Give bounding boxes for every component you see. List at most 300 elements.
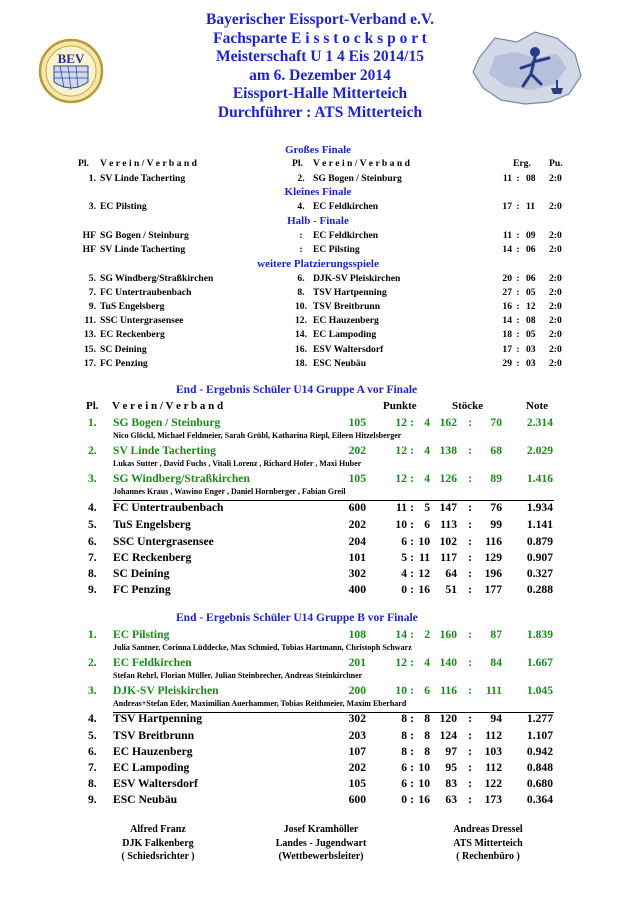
- final-row-pl: 7.: [88, 286, 96, 298]
- result-row-pts-lost: 4: [424, 416, 430, 429]
- result-row-stock-against: 196: [484, 567, 502, 580]
- result-row-players: Johannes Kraus , Wawino Enger , Daniel Hornberger , Fabian Greil: [113, 487, 346, 496]
- result-row-colon-2: :: [468, 628, 472, 641]
- result-row-pts-won: 10: [395, 684, 407, 697]
- final-row-team2: DJK-SV Pleiskirchen: [313, 272, 401, 284]
- final-row-pl2: 8.: [297, 286, 305, 298]
- col-pl: Pl.: [86, 400, 99, 412]
- final-row-erg2: 08: [526, 173, 536, 184]
- result-row-stock-for: 64: [445, 567, 457, 580]
- final-row-erg2: 12: [526, 300, 536, 312]
- result-row-code: 600: [348, 793, 366, 806]
- result-row-stock-against: 68: [490, 444, 502, 457]
- result-row-colon-2: :: [468, 518, 472, 531]
- result-row-note: 0.848: [526, 761, 553, 774]
- col-verein2: V e r e i n / V e r b a n d: [313, 158, 410, 169]
- result-row-stock-for: 102: [439, 535, 457, 548]
- result-row-pts-won: 14: [395, 628, 407, 641]
- final-row-pu: 2:0: [549, 272, 562, 284]
- final-row-pl: 5.: [88, 272, 96, 284]
- result-row-code: 105: [348, 416, 366, 429]
- final-row-pu: 2:0: [549, 300, 562, 312]
- col-erg: Erg.: [513, 158, 531, 169]
- result-row-stock-for: 95: [445, 761, 457, 774]
- result-row-note: 2.029: [526, 444, 553, 457]
- result-row-stock-for: 116: [440, 684, 457, 697]
- result-row-colon-1: :: [410, 729, 414, 742]
- result-row-stock-against: 112: [485, 729, 502, 742]
- col-verein: V e r e i n / V e r b a n d: [112, 400, 224, 412]
- result-row-team: TSV Hartpenning: [113, 712, 203, 725]
- final-row-team1: EC Pilsting: [100, 200, 147, 212]
- result-row-stock-for: 147: [439, 501, 457, 514]
- result-row-pl: 9.: [88, 793, 97, 806]
- result-row-colon-2: :: [468, 583, 472, 596]
- result-row-note: 0.942: [526, 745, 553, 758]
- result-row-stock-against: 103: [484, 745, 502, 758]
- result-row-colon-1: :: [410, 793, 414, 806]
- final-row-colon: :: [516, 200, 520, 212]
- result-row-note: 0.364: [526, 793, 553, 806]
- result-row-team: EC Pilsting: [113, 628, 170, 641]
- final-row-pl2: 12.: [295, 315, 307, 327]
- result-row-stock-for: 117: [440, 551, 457, 564]
- final-row-team1: EC Reckenberg: [100, 329, 165, 341]
- final-row-erg1: 27: [502, 286, 512, 298]
- final-row-pu: 2:0: [549, 173, 562, 184]
- result-row-pts-won: 12: [395, 656, 407, 669]
- final-row-team2: EC Feldkirchen: [313, 229, 379, 241]
- final-row-pl2: 16.: [295, 343, 307, 355]
- signature-club: DJK Falkenberg: [122, 837, 194, 849]
- final-row-erg1: 20: [502, 272, 512, 284]
- result-row-stock-for: 120: [439, 712, 457, 725]
- final-row-team2: TSV Hartpenning: [313, 286, 387, 298]
- signature-name: Andreas Dressel: [453, 824, 523, 835]
- result-row-pl: 1.: [88, 628, 97, 641]
- result-row-colon-1: :: [410, 656, 414, 669]
- final-row-erg1: 18: [502, 329, 512, 341]
- col-pu: Pu.: [549, 158, 563, 169]
- final-heading: Halb - Finale: [287, 215, 349, 227]
- final-row-pl2: 10.: [295, 300, 307, 312]
- result-row-pts-lost: 16: [418, 583, 430, 596]
- signature-role: ( Schiedsrichter ): [121, 851, 195, 862]
- result-row-code: 600: [348, 501, 366, 514]
- final-row-team2: TSV Breitbrunn: [313, 300, 381, 312]
- final-row-team1: SG Windberg/Straßkirchen: [100, 272, 214, 284]
- result-row-team: TSV Breitbrunn: [113, 729, 195, 742]
- result-row-code: 107: [348, 745, 366, 758]
- final-row-pu: 2:0: [549, 229, 562, 241]
- signature-name: Josef Kramhöller: [283, 824, 359, 835]
- result-row-note: 0.327: [526, 567, 553, 580]
- result-row-team: EC Hauzenberg: [113, 745, 193, 758]
- result-row-code: 204: [348, 535, 366, 548]
- result-row-team: ESV Waltersdorf: [113, 777, 198, 790]
- result-row-colon-2: :: [468, 777, 472, 790]
- result-row-team: SC Deining: [113, 567, 170, 580]
- result-row-stock-for: 160: [439, 628, 457, 641]
- title-line-1: Bayerischer Eissport-Verband e.V.: [206, 11, 434, 28]
- group-heading: End - Ergebnis Schüler U14 Gruppe A vor Finale: [176, 384, 418, 396]
- result-row-pl: 3.: [88, 684, 97, 697]
- result-row-colon-2: :: [468, 444, 472, 457]
- result-row-pts-lost: 10: [418, 535, 430, 548]
- final-row-erg2: 03: [526, 343, 536, 355]
- result-row-note: 1.934: [526, 501, 553, 514]
- final-row-team1: SSC Untergrasensee: [100, 315, 184, 327]
- signature-role: (Wettbewerbsleiter): [278, 851, 364, 862]
- result-row-pts-won: 8: [401, 745, 407, 758]
- title-line-4: am 6. Dezember 2014: [249, 66, 391, 84]
- final-row-erg2: 11: [526, 200, 536, 212]
- result-row-team: EC Feldkirchen: [113, 656, 192, 669]
- result-row-pts-lost: 5: [424, 501, 430, 514]
- title-line-5: Eissport-Halle Mitterteich: [232, 85, 408, 103]
- result-row-colon-1: :: [410, 472, 414, 485]
- result-row-team: SG Windberg/Straßkirchen: [113, 472, 250, 485]
- final-row-colon: :: [516, 173, 520, 184]
- result-row-pts-won: 6: [401, 761, 407, 774]
- final-heading: weitere Platzierungsspiele: [257, 258, 379, 270]
- final-row-pl: 15.: [84, 343, 96, 355]
- result-row-stock-against: 116: [485, 535, 502, 548]
- final-row-pu: 2:0: [549, 243, 562, 255]
- final-row-team2: EC Lampoding: [313, 329, 377, 341]
- result-row-pts-lost: 2: [424, 628, 430, 641]
- final-row-erg1: 11: [502, 229, 512, 241]
- result-row-note: 1.277: [526, 712, 553, 725]
- title-line-3: Meisterschaft U 1 4 Eis 2014/15: [216, 48, 424, 66]
- final-row-team1: SV Linde Tacherting: [100, 243, 186, 255]
- result-row-team: SV Linde Tacherting: [113, 444, 216, 457]
- result-row-code: 202: [348, 518, 366, 531]
- result-row-code: 200: [348, 684, 366, 697]
- result-row-colon-2: :: [468, 535, 472, 548]
- final-row-team1: FC Penzing: [100, 357, 148, 369]
- result-row-pl: 7.: [88, 551, 97, 564]
- result-row-stock-against: 84: [490, 656, 502, 669]
- result-row-players: Julia Santner, Corinna Lüddecke, Max Schmied, Tobias Hartmann, Christoph Schwarz: [113, 643, 412, 652]
- result-row-team: TuS Engelsberg: [113, 518, 191, 531]
- final-row-erg2: 06: [526, 243, 536, 255]
- result-row-code: 108: [348, 628, 366, 641]
- result-row-note: 2.314: [526, 416, 553, 429]
- result-row-colon-2: :: [468, 761, 472, 774]
- result-row-stock-for: 162: [439, 416, 457, 429]
- result-row-team: ESC Neubäu: [113, 793, 178, 806]
- result-row-code: 105: [348, 777, 366, 790]
- result-row-stock-against: 89: [490, 472, 502, 485]
- result-row-team: SSC Untergrasensee: [113, 535, 214, 548]
- result-row-pts-won: 4: [401, 567, 407, 580]
- result-row-pts-won: 11: [396, 501, 407, 514]
- result-row-pl: 7.: [88, 761, 97, 774]
- col-punkte: Punkte: [383, 400, 417, 412]
- final-row-colon: :: [516, 357, 520, 369]
- result-row-pts-lost: 4: [424, 444, 430, 457]
- result-row-pts-won: 6: [401, 777, 407, 790]
- result-row-players: Stefan Rehrl, Florian Müller, Julian Steinbrecher, Andreas Steinkirchner: [113, 671, 363, 680]
- result-row-colon-2: :: [468, 729, 472, 742]
- result-row-colon-1: :: [410, 551, 414, 564]
- result-row-pl: 2.: [88, 444, 97, 457]
- final-row-erg2: 09: [526, 229, 536, 241]
- final-row-colon: :: [516, 229, 520, 241]
- result-row-stock-for: 51: [445, 583, 457, 596]
- result-row-pl: 8.: [88, 777, 97, 790]
- result-row-colon-1: :: [410, 583, 414, 596]
- final-row-erg1: 16: [502, 300, 512, 312]
- result-row-stock-against: 99: [490, 518, 502, 531]
- result-row-code: 201: [348, 656, 366, 669]
- final-heading: Großes Finale: [284, 144, 352, 156]
- result-row-colon-2: :: [468, 416, 472, 429]
- signature-club: Landes - Jugendwart: [275, 837, 367, 849]
- result-row-pts-won: 12: [395, 472, 407, 485]
- result-row-pts-won: 12: [395, 416, 407, 429]
- result-row-colon-1: :: [410, 628, 414, 641]
- document-title: [120, 11, 520, 123]
- result-row-pl: 6.: [88, 535, 97, 548]
- result-row-team: FC Penzing: [113, 583, 171, 596]
- final-row-team2: EC Hauzenberg: [313, 315, 379, 327]
- result-row-colon-1: :: [410, 535, 414, 548]
- signature-block: [408, 823, 568, 864]
- signature-club: ATS Mitterteich: [453, 837, 523, 849]
- result-row-colon-1: :: [410, 416, 414, 429]
- final-row-pu: 2:0: [549, 200, 562, 212]
- result-row-colon-2: :: [468, 551, 472, 564]
- result-row-stock-against: 129: [484, 551, 502, 564]
- result-row-stock-against: 87: [490, 628, 502, 641]
- final-row-colon: :: [516, 329, 520, 341]
- final-row-erg1: 17: [502, 200, 512, 212]
- final-row-colon: :: [516, 300, 520, 312]
- result-row-note: 0.680: [526, 777, 553, 790]
- result-row-pts-lost: 16: [418, 793, 430, 806]
- final-row-team2: SG Bogen / Steinburg: [313, 173, 402, 184]
- final-row-pl2: 6.: [297, 272, 305, 284]
- final-row-erg1: 11: [502, 173, 512, 184]
- result-row-players: Nico Glöckl, Michael Feldmeier, Sarah Grübl, Katharina Riepl, Eileen Hitzelsberger: [113, 431, 402, 440]
- result-row-stock-for: 138: [439, 444, 457, 457]
- result-row-pl: 5.: [88, 518, 97, 531]
- result-row-team: DJK-SV Pleiskirchen: [113, 684, 219, 697]
- final-heading: Kleines Finale: [284, 186, 352, 198]
- result-row-note: 1.416: [526, 472, 553, 485]
- result-row-pts-lost: 8: [424, 712, 430, 725]
- bavaria-emblem: [465, 28, 587, 110]
- result-row-stock-for: 126: [439, 472, 457, 485]
- result-row-team: EC Lampoding: [113, 761, 190, 774]
- result-row-note: 1.045: [526, 684, 553, 697]
- title-line-6: Durchführer : ATS Mitterteich: [217, 103, 423, 121]
- final-row-team1: SG Bogen / Steinburg: [100, 229, 189, 241]
- final-row-pu: 2:0: [549, 343, 562, 355]
- final-row-team1: SC Deining: [100, 343, 147, 355]
- result-row-pts-won: 8: [401, 712, 407, 725]
- result-row-note: 1.667: [526, 656, 553, 669]
- final-row-pl2: 4.: [297, 200, 305, 212]
- result-row-stock-against: 177: [484, 583, 502, 596]
- final-row-colon: :: [516, 243, 520, 255]
- result-row-colon-1: :: [410, 567, 414, 580]
- final-row-erg1: 14: [502, 315, 512, 327]
- final-row-colon: :: [516, 272, 520, 284]
- result-row-pts-lost: 8: [424, 745, 430, 758]
- result-row-pts-lost: 10: [418, 761, 430, 774]
- result-row-code: 203: [348, 729, 366, 742]
- final-row-pl: 9.: [88, 300, 96, 312]
- final-row-pl: 13.: [84, 329, 96, 341]
- result-row-note: 1.839: [526, 628, 553, 641]
- result-row-stock-for: 63: [445, 793, 457, 806]
- result-row-stock-against: 70: [490, 416, 502, 429]
- final-row-erg2: 06: [526, 272, 536, 284]
- result-row-pts-lost: 11: [419, 551, 430, 564]
- col-stoecke: Stöcke: [452, 400, 484, 412]
- result-row-code: 400: [348, 583, 366, 596]
- result-row-pts-lost: 6: [424, 684, 430, 697]
- result-row-colon-1: :: [410, 518, 414, 531]
- final-row-pl: 1.: [88, 173, 96, 184]
- col-note: Note: [526, 400, 548, 412]
- result-row-colon-2: :: [468, 745, 472, 758]
- result-row-pts-lost: 12: [418, 567, 430, 580]
- final-row-erg1: 14: [502, 243, 512, 255]
- result-row-pts-won: 8: [401, 729, 407, 742]
- result-row-colon-1: :: [410, 684, 414, 697]
- final-row-erg2: 08: [526, 315, 536, 327]
- result-row-colon-2: :: [468, 712, 472, 725]
- final-row-team1: FC Untertraubenbach: [100, 286, 192, 298]
- result-row-team: SG Bogen / Steinburg: [113, 416, 221, 429]
- result-row-stock-against: 94: [490, 712, 502, 725]
- result-row-pl: 4.: [88, 712, 97, 725]
- final-row-pl2: :: [299, 243, 303, 255]
- result-row-stock-against: 173: [484, 793, 502, 806]
- final-row-pu: 2:0: [549, 315, 562, 327]
- result-row-pl: 5.: [88, 729, 97, 742]
- result-row-players: Andreas+Stefan Eder, Maximilian Auerhammer, Tobias Reithmeier, Maxim Eberhard: [113, 699, 407, 708]
- result-row-stock-against: 76: [490, 501, 502, 514]
- result-row-pts-won: 12: [395, 444, 407, 457]
- result-row-colon-2: :: [468, 567, 472, 580]
- result-row-colon-2: :: [468, 501, 472, 514]
- final-row-team2: EC Pilsting: [313, 243, 360, 255]
- result-row-pts-lost: 8: [424, 729, 430, 742]
- result-row-colon-2: :: [468, 684, 472, 697]
- final-row-colon: :: [516, 315, 520, 327]
- final-row-pl: 3.: [88, 200, 96, 212]
- result-row-note: 0.879: [526, 535, 553, 548]
- result-row-stock-for: 97: [445, 745, 457, 758]
- final-row-pl: HF: [82, 229, 96, 241]
- title-line-2: Fachsparte E i s s t o c k s p o r t: [213, 29, 427, 47]
- final-row-erg1: 29: [502, 357, 512, 369]
- result-row-pl: 2.: [88, 656, 97, 669]
- result-row-code: 302: [348, 567, 366, 580]
- final-row-pl2: 14.: [295, 329, 307, 341]
- result-row-note: 0.907: [526, 551, 553, 564]
- result-row-stock-for: 140: [439, 656, 457, 669]
- result-row-stock-against: 112: [485, 761, 502, 774]
- result-row-pts-lost: 4: [424, 472, 430, 485]
- result-row-pts-won: 5: [401, 551, 407, 564]
- result-row-pl: 8.: [88, 567, 97, 580]
- final-row-pl: 17.: [84, 357, 96, 369]
- signature-role: ( Rechenbüro ): [456, 851, 520, 862]
- col-pl: Pl.: [78, 158, 89, 169]
- result-row-note: 0.288: [526, 583, 553, 596]
- final-row-team1: SV Linde Tacherting: [100, 173, 186, 184]
- result-row-note: 1.141: [526, 518, 553, 531]
- result-row-players: Lukas Sutter , David Fuchs , Vitali Lorenz , Richard Hofer , Maxi Huber: [113, 459, 362, 468]
- result-row-pl: 4.: [88, 501, 97, 514]
- final-row-pl: HF: [82, 243, 96, 255]
- result-row-code: 101: [348, 551, 366, 564]
- result-row-stock-for: 113: [440, 518, 457, 531]
- result-row-pts-lost: 10: [418, 777, 430, 790]
- result-row-team: FC Untertraubenbach: [113, 501, 224, 514]
- bev-logo: [38, 38, 104, 104]
- final-row-pu: 2:0: [549, 357, 562, 369]
- final-row-pl2: 2.: [297, 173, 305, 184]
- result-row-colon-2: :: [468, 656, 472, 669]
- result-row-team: EC Reckenberg: [113, 551, 192, 564]
- group-heading: End - Ergebnis Schüler U14 Gruppe B vor Finale: [176, 612, 418, 624]
- result-row-colon-1: :: [410, 501, 414, 514]
- col-verein: V e r e i n / V e r b a n d: [100, 158, 197, 169]
- final-row-erg2: 03: [526, 357, 536, 369]
- final-row-team2: ESC Neubäu: [313, 357, 367, 369]
- col-pl2: Pl.: [292, 158, 303, 169]
- final-row-pu: 2:0: [549, 329, 562, 341]
- result-row-stock-against: 122: [484, 777, 502, 790]
- result-row-pts-won: 0: [401, 583, 407, 596]
- final-row-pu: 2:0: [549, 286, 562, 298]
- result-row-colon-1: :: [410, 761, 414, 774]
- result-row-colon-1: :: [410, 444, 414, 457]
- final-row-team2: EC Feldkirchen: [313, 200, 379, 212]
- result-row-pl: 6.: [88, 745, 97, 758]
- result-row-pts-lost: 4: [424, 656, 430, 669]
- final-row-team2: ESV Waltersdorf: [313, 343, 384, 355]
- signature-name: Alfred Franz: [130, 824, 186, 835]
- result-row-stock-for: 83: [445, 777, 457, 790]
- result-row-pts-won: 0: [401, 793, 407, 806]
- result-row-colon-1: :: [410, 745, 414, 758]
- final-row-team1: TuS Engelsberg: [100, 300, 165, 312]
- final-row-colon: :: [516, 286, 520, 298]
- result-row-code: 302: [348, 712, 366, 725]
- result-row-pl: 3.: [88, 472, 97, 485]
- result-row-pl: 1.: [88, 416, 97, 429]
- final-row-pl2: 18.: [295, 357, 307, 369]
- result-row-pts-lost: 6: [424, 518, 430, 531]
- result-row-code: 202: [348, 444, 366, 457]
- result-row-pts-won: 10: [395, 518, 407, 531]
- result-row-code: 105: [348, 472, 366, 485]
- signature-block: [241, 823, 401, 864]
- result-row-colon-2: :: [468, 472, 472, 485]
- result-row-colon-2: :: [468, 793, 472, 806]
- result-row-pl: 9.: [88, 583, 97, 596]
- signature-block: [78, 823, 238, 864]
- result-row-stock-against: 111: [485, 684, 502, 697]
